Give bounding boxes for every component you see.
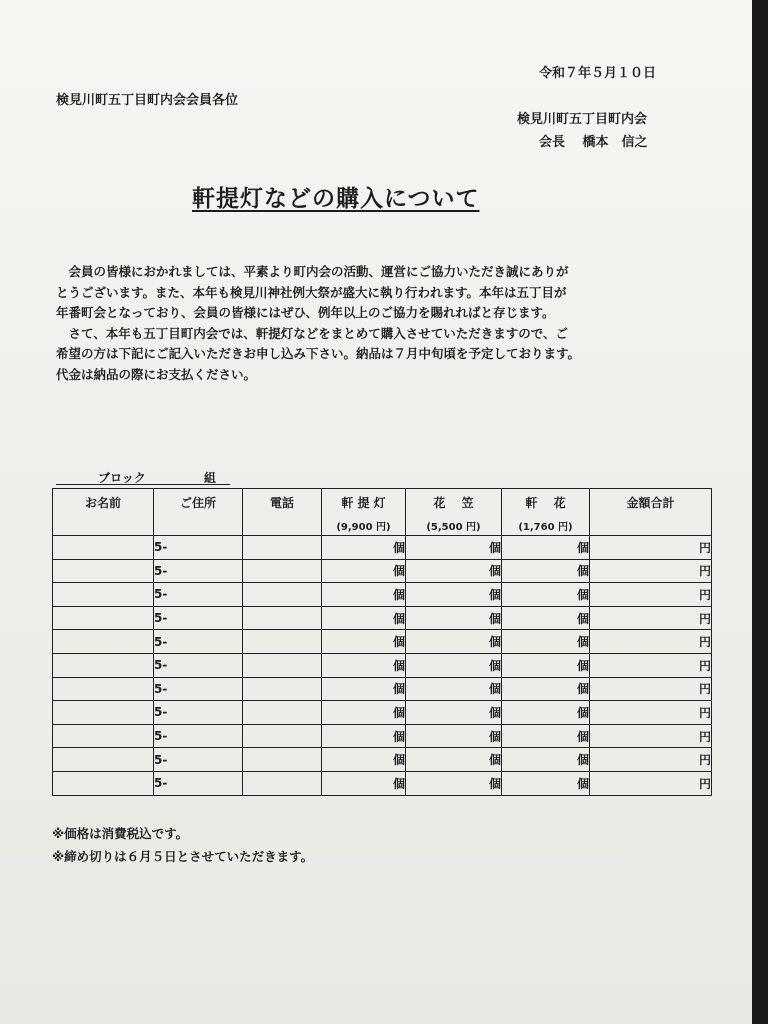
phone-cell[interactable] [243,771,322,795]
phone-cell[interactable] [243,606,322,630]
name-cell[interactable] [53,630,154,654]
table-row [53,536,712,560]
address-cell[interactable]: 5- [154,536,243,560]
noki-chochin-qty-cell[interactable]: 個 [322,724,406,748]
nokibana-qty-cell[interactable]: 個 [502,559,590,583]
address-cell[interactable]: 5- [154,677,243,701]
note-tax: ※価格は消費税込です。 [52,826,189,841]
nokibana-qty-cell[interactable]: 個 [502,677,590,701]
noki-chochin-qty-cell[interactable]: 個 [322,606,406,630]
noki-chochin-qty-cell[interactable]: 個 [322,536,406,560]
document-title: 軒提灯などの購入について [192,186,480,212]
table-row [53,630,712,654]
body-text [56,262,686,385]
note-deadline: ※締め切りは６月５日とさせていただきます。 [52,849,314,864]
noki-chochin-qty-cell[interactable]: 個 [322,677,406,701]
phone-cell[interactable] [243,653,322,677]
col-total: 金額合計 [590,489,712,536]
noki-chochin-qty-cell[interactable]: 個 [322,583,406,607]
price-nokibana: (1,760 円) [518,522,573,533]
table-row [53,724,712,748]
notes [52,822,313,868]
col-noki-chochin: 軒 提 灯 (9,900 円) [322,489,406,536]
col-phone: 電話 [243,489,322,536]
address-cell[interactable]: 5- [154,559,243,583]
noki-chochin-qty-cell[interactable]: 個 [322,653,406,677]
noki-chochin-qty-cell[interactable]: 個 [322,630,406,654]
hanagasa-qty-cell[interactable]: 個 [406,630,502,654]
hanagasa-qty-cell[interactable]: 個 [406,606,502,630]
total-cell[interactable]: 円 [590,771,712,795]
hanagasa-qty-cell[interactable]: 個 [406,748,502,772]
table-row [53,748,712,772]
phone-cell[interactable] [243,630,322,654]
body-line: とうございます。また、本年も検見川神社例大祭が盛大に執り行われます。本年は五丁目が [56,284,567,300]
address-cell[interactable]: 5- [154,606,243,630]
hanagasa-qty-cell[interactable]: 個 [406,724,502,748]
name-cell[interactable] [53,536,154,560]
sender-organization: 検見川町五丁目町内会 [517,112,648,127]
name-cell[interactable] [53,677,154,701]
hanagasa-qty-cell[interactable]: 個 [406,583,502,607]
phone-cell[interactable] [243,724,322,748]
total-cell[interactable]: 円 [590,606,712,630]
hanagasa-qty-cell[interactable]: 個 [406,677,502,701]
table-row [53,771,712,795]
nokibana-qty-cell[interactable]: 個 [502,724,590,748]
name-cell[interactable] [53,771,154,795]
col-name: お名前 [53,489,154,536]
name-cell[interactable] [53,583,154,607]
body-line: 希望の方は下記にご記入いただきお申し込み下さい。納品は７月中旬頃を予定しております。 [56,346,581,361]
nokibana-qty-cell[interactable]: 個 [502,583,590,607]
total-cell[interactable]: 円 [590,701,712,725]
table-row [53,559,712,583]
address-cell[interactable]: 5- [154,701,243,725]
nokibana-qty-cell[interactable]: 個 [502,653,590,677]
hanagasa-qty-cell[interactable]: 個 [406,653,502,677]
document-date: 令和７年５月１０日 [539,66,657,81]
table-header-row [53,489,712,536]
name-cell[interactable] [53,559,154,583]
total-cell[interactable]: 円 [590,583,712,607]
address-cell[interactable]: 5- [154,748,243,772]
nokibana-qty-cell[interactable]: 個 [502,748,590,772]
body-line: 会員の皆様におかれましては、平素より町内会の活動、運営にご協力いただき誠にありが [56,264,569,279]
background-edge [752,0,768,1024]
order-table [52,488,712,796]
nokibana-qty-cell[interactable]: 個 [502,606,590,630]
phone-cell[interactable] [243,677,322,701]
recipient: 検見川町五丁目町内会会員各位 [56,93,239,108]
name-cell[interactable] [53,724,154,748]
total-cell[interactable]: 円 [590,630,712,654]
phone-cell[interactable] [243,536,322,560]
col-nokibana: 軒 花 (1,760 円) [502,489,590,536]
block-label: ブロック [98,471,146,485]
address-cell[interactable]: 5- [154,724,243,748]
body-line: 代金は納品の際にお支払ください。 [56,366,257,382]
table-row [53,677,712,701]
phone-cell[interactable] [243,583,322,607]
name-cell[interactable] [53,701,154,725]
name-cell[interactable] [53,748,154,772]
table-row [53,653,712,677]
col-hanagasa: 花 笠 (5,500 円) [406,489,502,536]
hanagasa-qty-cell[interactable]: 個 [406,559,502,583]
phone-cell[interactable] [243,748,322,772]
noki-chochin-qty-cell[interactable]: 個 [322,748,406,772]
address-cell[interactable]: 5- [154,630,243,654]
phone-cell[interactable] [243,701,322,725]
noki-chochin-qty-cell[interactable]: 個 [322,701,406,725]
total-cell[interactable]: 円 [590,653,712,677]
noki-chochin-qty-cell[interactable]: 個 [322,559,406,583]
hanagasa-qty-cell[interactable]: 個 [406,536,502,560]
body-line: 年番町会となっており、会員の皆様にはぜひ、例年以上のご協力を賜れればと存じます。 [56,305,555,320]
table-row [53,606,712,630]
name-cell[interactable] [53,653,154,677]
nokibana-qty-cell[interactable]: 個 [502,536,590,560]
price-noki-chochin: (9,900 円) [336,522,391,533]
table-row [53,701,712,725]
address-cell[interactable]: 5- [154,771,243,795]
total-cell[interactable]: 円 [590,748,712,772]
total-cell[interactable]: 円 [590,724,712,748]
nokibana-qty-cell[interactable]: 個 [502,701,590,725]
phone-cell[interactable] [243,559,322,583]
hanagasa-qty-cell[interactable]: 個 [406,701,502,725]
total-cell[interactable]: 円 [590,677,712,701]
table-row [53,583,712,607]
col-address: ご住所 [154,489,243,536]
nokibana-qty-cell[interactable]: 個 [502,630,590,654]
total-cell[interactable]: 円 [590,559,712,583]
group-label: 組 [204,471,217,485]
body-line: さて、本年も五丁目町内会では、軒提灯などをまとめて購入させていただきますので、ご [56,325,569,341]
address-cell[interactable]: 5- [154,653,243,677]
address-cell[interactable]: 5- [154,583,243,607]
sender-name: 会長 橋本 信之 [539,135,648,150]
nokibana-qty-cell[interactable]: 個 [502,771,590,795]
price-hanagasa: (5,500 円) [426,522,481,533]
hanagasa-qty-cell[interactable]: 個 [406,771,502,795]
block-group-field[interactable] [56,469,230,485]
total-cell[interactable]: 円 [590,536,712,560]
name-cell[interactable] [53,606,154,630]
noki-chochin-qty-cell[interactable]: 個 [322,771,406,795]
